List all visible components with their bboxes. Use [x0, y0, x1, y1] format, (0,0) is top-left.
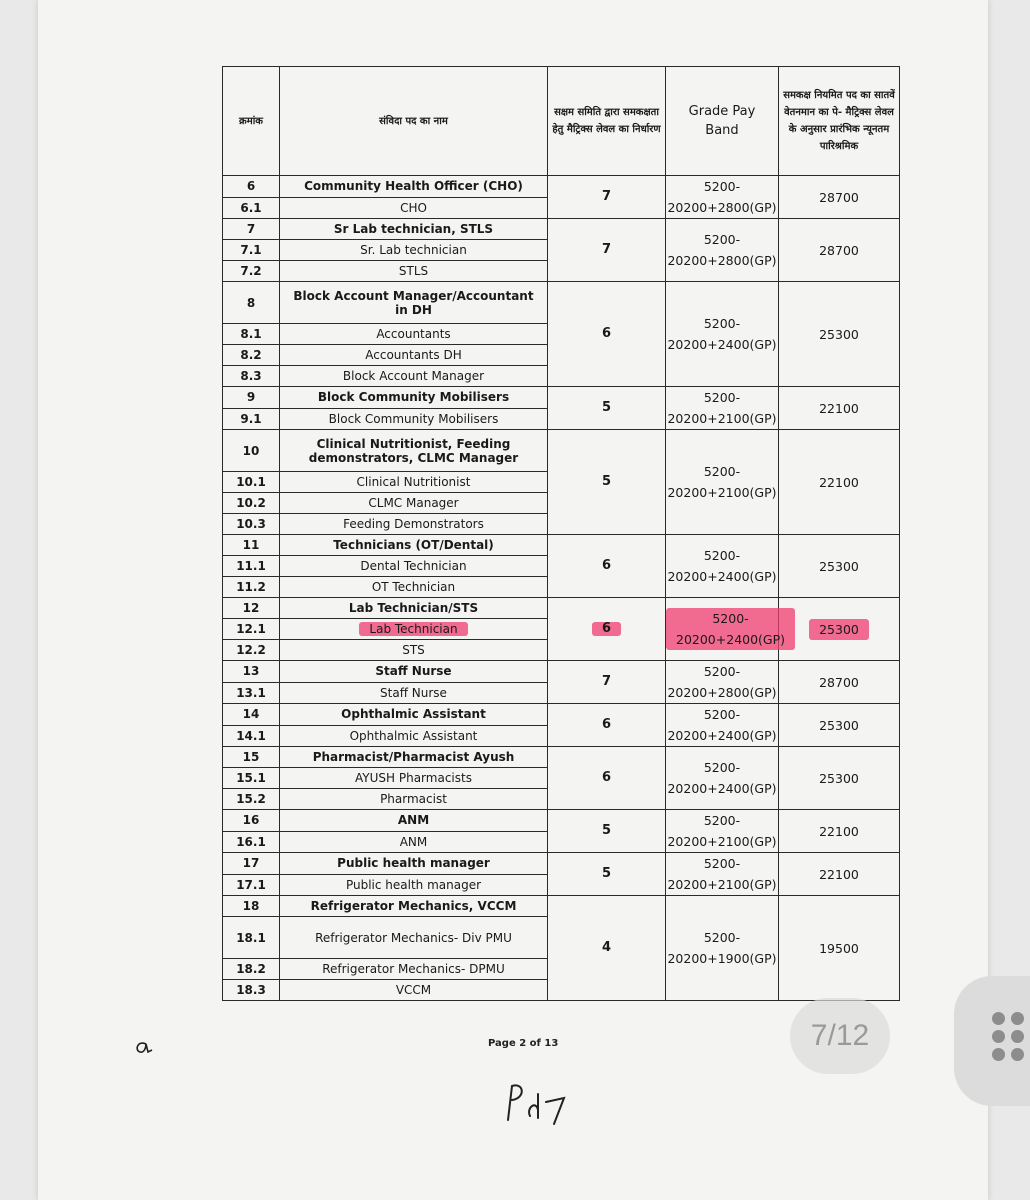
table-row [223, 535, 900, 556]
header-salary: समकक्ष नियमित पद का सातवें वेतनमान का पे- मैट्रिक्स लेवल के अनुसार प्रारंभिक न्यूनतम पारिश्रमिक [779, 67, 900, 176]
table-row [223, 853, 900, 875]
salary-cell-text: 28700 [819, 674, 859, 690]
table-row [223, 282, 900, 324]
grid-menu-icon[interactable] [954, 976, 1030, 1106]
matrix-level-cell-text: 5 [601, 823, 612, 838]
serial-cell: 11 [223, 535, 280, 556]
serial-cell: 12.1 [223, 619, 280, 640]
matrix-level-cell [548, 896, 666, 1001]
post-name-cell [280, 493, 548, 514]
serial-cell: 18.1 [223, 917, 280, 959]
post-name-text: AYUSH Pharmacists [355, 771, 472, 785]
table-row [223, 598, 900, 619]
grade-pay-cell-text: 5200-20200+2100(GP) [667, 390, 777, 426]
serial-cell: 16.1 [223, 831, 280, 853]
post-name-text: Refrigerator Mechanics- Div PMU [315, 930, 512, 945]
post-name-text: CLMC Manager [368, 496, 459, 510]
serial-cell: 7 [223, 219, 280, 240]
serial-cell: 15 [223, 747, 280, 768]
grade-pay-cell-text: 5200-20200+2100(GP) [667, 856, 777, 892]
grade-pay-cell [666, 176, 779, 219]
grade-pay-cell-text: 5200-20200+2400(GP) [666, 608, 795, 650]
table-header-row [223, 67, 900, 176]
salary-cell-text: 25300 [809, 619, 869, 640]
table-row [223, 704, 900, 726]
salary-table [222, 66, 900, 1001]
post-name-text: Accountants DH [365, 348, 462, 362]
post-name-text: Sr Lab technician, STLS [333, 222, 494, 236]
salary-cell [779, 535, 900, 598]
serial-cell: 12.2 [223, 640, 280, 661]
serial-cell: 10.3 [223, 514, 280, 535]
salary-cell [779, 219, 900, 282]
grade-pay-cell [666, 661, 779, 704]
matrix-level-cell-text: 6 [601, 770, 612, 785]
matrix-level-cell-text: 7 [601, 242, 612, 257]
handwritten-signature [504, 1080, 574, 1130]
matrix-level-cell-text: 7 [601, 674, 612, 689]
post-name-cell [280, 725, 548, 747]
grade-pay-cell [666, 387, 779, 430]
matrix-level-cell-text: 5 [601, 474, 612, 489]
salary-cell-text: 25300 [819, 770, 859, 786]
salary-cell [779, 387, 900, 430]
serial-cell: 9 [223, 387, 280, 409]
serial-cell: 10.1 [223, 472, 280, 493]
post-name-text: Refrigerator Mechanics, VCCM [310, 899, 517, 913]
salary-cell [779, 661, 900, 704]
salary-cell-text: 22100 [819, 866, 859, 882]
post-name-text: Ophthalmic Assistant [349, 728, 478, 743]
post-name-text: Lab Technician [359, 622, 467, 636]
post-name-cell [280, 619, 548, 640]
serial-cell: 17.1 [223, 874, 280, 896]
post-name-cell [280, 661, 548, 683]
post-name-cell [280, 874, 548, 896]
post-name-cell [280, 472, 548, 493]
table-row [223, 219, 900, 240]
post-name-cell [280, 747, 548, 768]
post-name-cell [280, 853, 548, 875]
matrix-level-cell-text: 6 [601, 326, 612, 341]
table-row [223, 661, 900, 683]
serial-cell: 12 [223, 598, 280, 619]
grade-pay-cell-text: 5200-20200+2800(GP) [667, 232, 777, 268]
table-row [223, 896, 900, 917]
salary-cell-text: 19500 [819, 940, 859, 956]
post-name-text: Lab Technician/STS [348, 601, 479, 615]
salary-cell [779, 282, 900, 387]
post-name-text: Block Account Manager [342, 369, 485, 383]
serial-cell: 18.2 [223, 959, 280, 980]
post-name-text: VCCM [395, 983, 432, 997]
grade-pay-cell [666, 747, 779, 810]
post-name-text: Feeding Demonstrators [343, 517, 484, 531]
grade-pay-cell-text: 5200-20200+2800(GP) [667, 664, 777, 700]
salary-cell-text: 28700 [819, 189, 859, 205]
matrix-level-cell [548, 535, 666, 598]
table-row [223, 747, 900, 768]
grade-pay-cell-text: 5200-20200+2100(GP) [667, 464, 777, 500]
matrix-level-cell [548, 853, 666, 896]
grade-pay-cell [666, 430, 779, 535]
post-name-cell [280, 514, 548, 535]
grade-pay-cell [666, 810, 779, 853]
post-name-cell [280, 789, 548, 810]
grade-pay-cell [666, 535, 779, 598]
post-name-cell [280, 831, 548, 853]
serial-cell: 7.1 [223, 240, 280, 261]
table-row [223, 387, 900, 409]
post-name-text: Block Community Mobilisers [328, 411, 499, 426]
serial-cell: 10.2 [223, 493, 280, 514]
grade-pay-cell-text: 5200-20200+2400(GP) [667, 707, 777, 743]
post-name-cell [280, 430, 548, 472]
serial-cell: 8.2 [223, 345, 280, 366]
matrix-level-cell [548, 430, 666, 535]
serial-cell: 14.1 [223, 725, 280, 747]
post-name-text: Block Account Manager/Accountant in DH [293, 288, 534, 317]
salary-cell [779, 176, 900, 219]
post-name-cell [280, 980, 548, 1001]
header-matrix-level: सक्षम समिति द्वारा समकक्षता हेतु मैट्रिक्स लेवल का निर्धारण [548, 67, 666, 176]
post-name-cell [280, 345, 548, 366]
post-name-text: Pharmacist [380, 792, 447, 806]
post-name-text: Technicians (OT/Dental) [333, 538, 494, 552]
page-number-label: Page 2 of 13 [488, 1038, 559, 1049]
post-name-text: Ophthalmic Assistant [341, 707, 486, 722]
post-name-cell [280, 324, 548, 345]
salary-cell-text: 25300 [819, 558, 859, 574]
grade-pay-cell [666, 896, 779, 1001]
serial-cell: 15.1 [223, 768, 280, 789]
post-name-cell [280, 282, 548, 324]
serial-cell: 10 [223, 430, 280, 472]
serial-cell: 11.2 [223, 577, 280, 598]
post-name-text: Community Health Officer (CHO) [304, 179, 523, 194]
post-name-text: CHO [400, 200, 427, 215]
post-name-cell [280, 219, 548, 240]
matrix-level-cell [548, 810, 666, 853]
post-name-text: ANM [397, 813, 430, 828]
post-name-cell [280, 556, 548, 577]
post-name-text: Public health manager [345, 877, 482, 892]
serial-cell: 13.1 [223, 682, 280, 704]
matrix-level-cell [548, 661, 666, 704]
matrix-level-cell [548, 598, 666, 661]
post-name-cell [280, 896, 548, 917]
post-name-cell [280, 768, 548, 789]
post-name-cell [280, 366, 548, 387]
grade-pay-cell-text: 5200-20200+2800(GP) [667, 179, 777, 215]
salary-cell [779, 598, 900, 661]
salary-cell [779, 430, 900, 535]
salary-cell [779, 896, 900, 1001]
serial-cell: 14 [223, 704, 280, 726]
salary-cell-text: 28700 [819, 242, 859, 258]
matrix-level-cell-text: 6 [601, 558, 612, 573]
post-name-cell [280, 408, 548, 430]
serial-cell: 11.1 [223, 556, 280, 577]
header-post-name: संविदा पद का नाम [280, 67, 548, 176]
post-name-text: Dental Technician [360, 559, 467, 573]
matrix-level-cell [548, 219, 666, 282]
salary-cell-text: 25300 [819, 717, 859, 733]
grade-pay-cell-text: 5200-20200+2400(GP) [667, 548, 777, 584]
post-name-cell [280, 917, 548, 959]
matrix-level-cell-text: 6 [601, 717, 612, 732]
post-name-cell [280, 176, 548, 198]
post-name-cell [280, 577, 548, 598]
post-name-text: Staff Nurse [380, 685, 447, 700]
serial-cell: 18 [223, 896, 280, 917]
post-name-text: Clinical Nutritionist, Feeding demonstrators, CLMC Manager [308, 436, 519, 465]
serial-cell: 17 [223, 853, 280, 875]
grade-pay-cell [666, 704, 779, 747]
grade-pay-cell [666, 282, 779, 387]
matrix-level-cell-text: 7 [601, 189, 612, 204]
matrix-level-cell [548, 704, 666, 747]
matrix-level-cell-text: 5 [601, 866, 612, 881]
post-name-cell [280, 535, 548, 556]
salary-cell [779, 747, 900, 810]
serial-cell: 8.3 [223, 366, 280, 387]
salary-cell-text: 22100 [819, 823, 859, 839]
post-name-text: STLS [398, 264, 429, 278]
grade-pay-cell-text: 5200-20200+1900(GP) [667, 930, 777, 966]
post-name-text: Refrigerator Mechanics- DPMU [322, 962, 505, 976]
post-name-text: OT Technician [371, 580, 456, 594]
post-name-text: Pharmacist/Pharmacist Ayush [312, 750, 515, 764]
post-name-cell [280, 197, 548, 219]
grade-pay-cell [666, 853, 779, 896]
table-body [223, 176, 900, 1001]
post-name-text: Block Community Mobilisers [317, 390, 510, 405]
header-serial: क्रमांक [223, 67, 280, 176]
post-name-text: Public health manager [337, 856, 490, 871]
post-name-text: Sr. Lab technician [360, 243, 467, 257]
post-name-text: STS [402, 643, 425, 657]
serial-cell: 15.2 [223, 789, 280, 810]
post-name-text: Accountants [376, 327, 451, 341]
serial-cell: 13 [223, 661, 280, 683]
table-row [223, 810, 900, 832]
serial-cell: 16 [223, 810, 280, 832]
post-name-text: ANM [399, 834, 428, 849]
post-name-cell [280, 704, 548, 726]
salary-cell-text: 25300 [819, 326, 859, 342]
grade-pay-cell-text: 5200-20200+2400(GP) [667, 316, 777, 352]
salary-cell [779, 810, 900, 853]
post-name-cell [280, 640, 548, 661]
post-name-cell [280, 810, 548, 832]
header-grade-pay: Grade Pay Band [666, 67, 779, 176]
grade-pay-cell [666, 598, 786, 661]
post-name-text: Clinical Nutritionist [356, 475, 471, 489]
matrix-level-cell [548, 747, 666, 810]
serial-cell: 8 [223, 282, 280, 324]
post-name-cell [280, 387, 548, 409]
post-name-cell [280, 240, 548, 261]
serial-cell: 6.1 [223, 197, 280, 219]
salary-cell [779, 853, 900, 896]
grade-pay-cell-text: 5200-20200+2400(GP) [667, 760, 777, 796]
post-name-cell [280, 682, 548, 704]
matrix-level-cell-text: 5 [601, 400, 612, 415]
serial-cell: 7.2 [223, 261, 280, 282]
serial-cell: 18.3 [223, 980, 280, 1001]
post-name-cell [280, 598, 548, 619]
post-name-cell [280, 261, 548, 282]
salary-cell [779, 704, 900, 747]
salary-cell-text: 22100 [819, 400, 859, 416]
handwritten-initial [132, 1036, 154, 1058]
grade-pay-cell-text: 5200-20200+2100(GP) [667, 813, 777, 849]
page-counter: 7/12 [790, 998, 890, 1074]
serial-cell: 6 [223, 176, 280, 198]
post-name-cell [280, 959, 548, 980]
table-row [223, 430, 900, 472]
post-name-text: Staff Nurse [375, 664, 452, 679]
matrix-level-cell [548, 176, 666, 219]
salary-cell-text: 22100 [819, 474, 859, 490]
matrix-level-cell-text: 6 [592, 622, 621, 636]
serial-cell: 8.1 [223, 324, 280, 345]
table-row [223, 176, 900, 198]
matrix-level-cell [548, 387, 666, 430]
matrix-level-cell [548, 282, 666, 387]
serial-cell: 9.1 [223, 408, 280, 430]
matrix-level-cell-text: 4 [601, 940, 612, 955]
grade-pay-cell [666, 219, 779, 282]
